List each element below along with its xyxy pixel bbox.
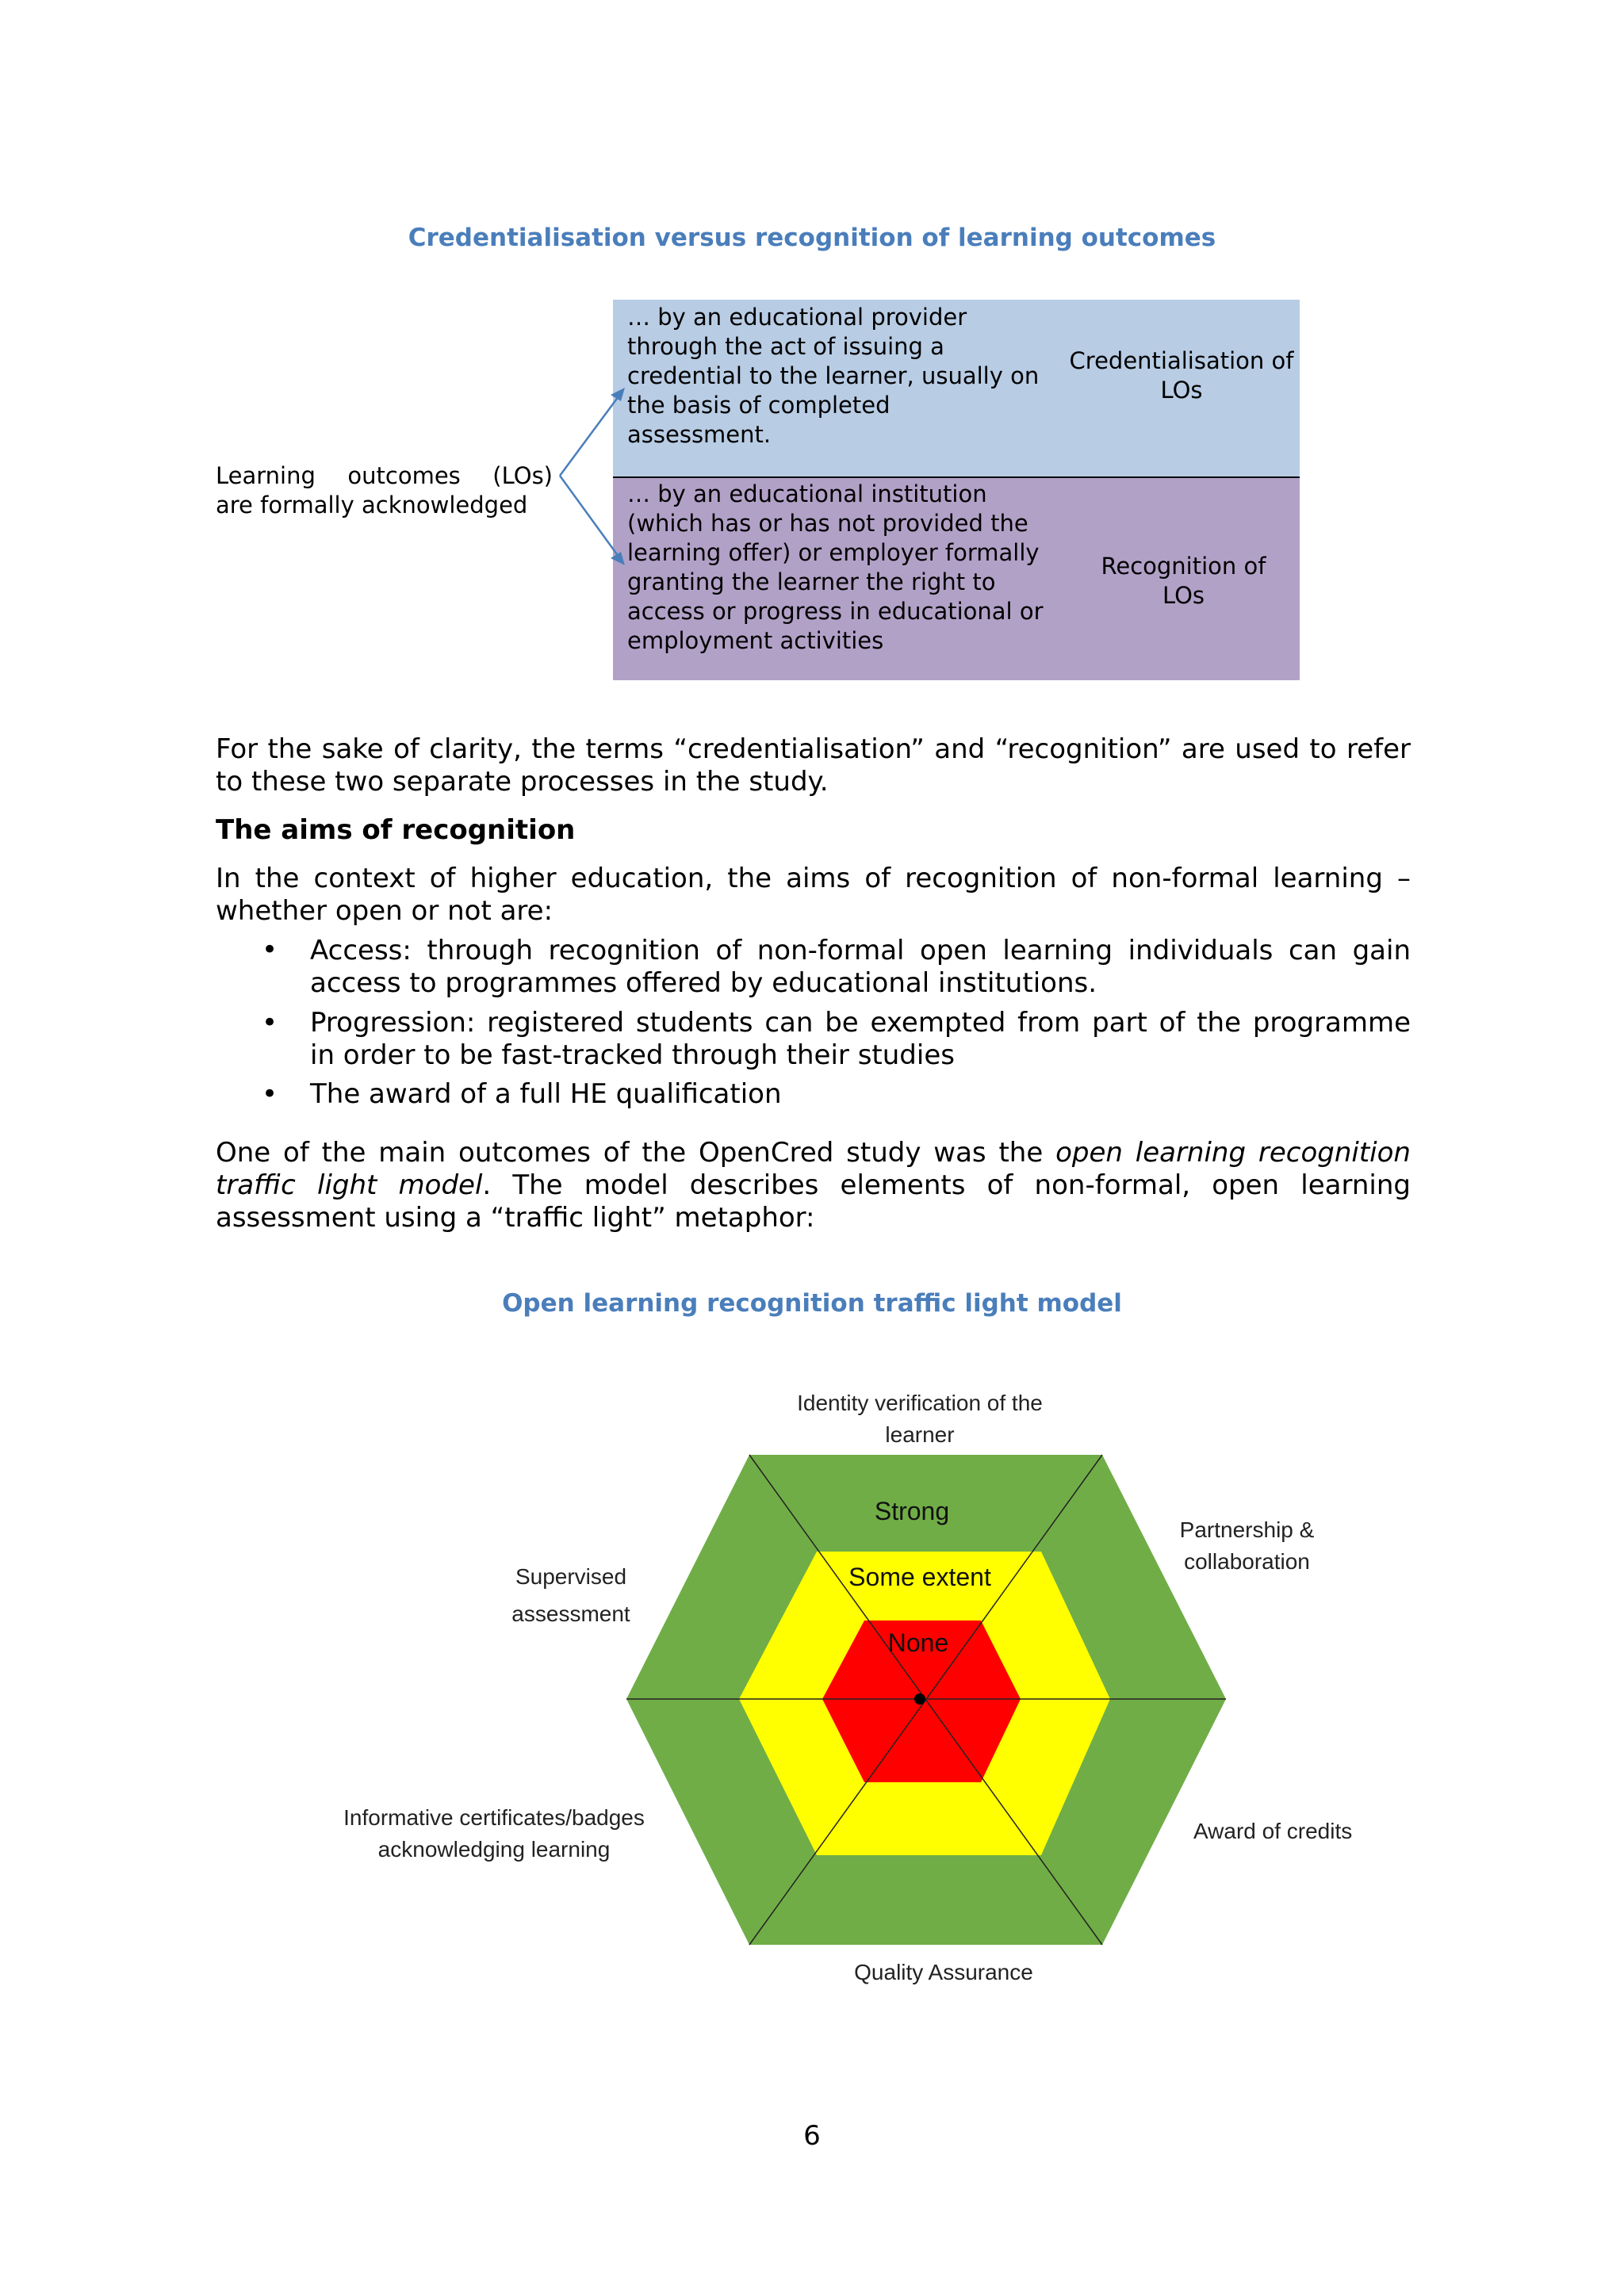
axis-label-identity-verification: Identity verification of the learner — [797, 1391, 1043, 1447]
bullet-progression: Progression: registered students can be exempted from part of the programme in order to be fast-tracked through their studies — [310, 1007, 1411, 1071]
bullet-award: The award of a full HE qualification — [310, 1078, 782, 1110]
paragraph-clarity: For the sake of clarity, the terms “credentialisation” and “recognition” are used to refer to these two separate processes in the study. — [216, 733, 1411, 798]
zone-label-some-extent: Some extent — [848, 1563, 991, 1591]
bullet-access: Access: through recognition of non-formal open learning individuals can gain access to programmes offered by educational institutions. — [310, 935, 1411, 999]
bullet-marker: • — [262, 1007, 278, 1039]
model-intro-text-a: One of the main outcomes of the OpenCred study was the — [216, 1137, 1056, 1169]
recognition-description: … by an educational institution (which has or has not provided the learning offer) or employer formally granting the learner the right to access or progress in educational or employment activities — [627, 480, 1044, 654]
lo-label-line1: Learning outcomes (LOs) — [216, 462, 553, 489]
figure1-title: Credentialisation versus recognition of learning outcomes — [408, 224, 1216, 252]
axis-label-partnership: Partnership & collaboration — [1179, 1517, 1315, 1574]
recognition-label: Recognition of LOs — [1101, 553, 1266, 609]
bullet-marker: • — [262, 1078, 278, 1110]
center-dot — [914, 1693, 925, 1705]
model-name-emphasis: open learning recognition traffic light model — [216, 1137, 1411, 1201]
axis-label-quality-assurance: Quality Assurance — [854, 1960, 1033, 1984]
zone-label-strong: Strong — [874, 1497, 950, 1525]
axis-label-certificates-badges: Informative certificates/badges acknowledging learning — [343, 1805, 645, 1862]
paragraph-aims-intro: In the context of higher education, the aims of recognition of non-formal learning – whether open or not are: — [216, 863, 1411, 927]
figure2-title: Open learning recognition traffic light model — [502, 1289, 1122, 1318]
bullet-marker: • — [262, 934, 278, 966]
page-number: 6 — [803, 2120, 821, 2152]
axis-label-award-of-credits: Award of credits — [1193, 1819, 1353, 1843]
credentialisation-description: … by an educational provider through the act of issuing a credential to the learner, usually on the basis of completed assessment. — [627, 304, 1040, 448]
section-heading-aims: The aims of recognition — [216, 814, 576, 846]
axis-label-supervised-assessment: Supervised assessment — [511, 1564, 630, 1626]
lo-label-line2: are formally acknowledged — [216, 492, 528, 519]
zone-label-none: None — [887, 1628, 949, 1657]
model-intro-text-b: . The model describes elements of non-formal, open learning assessment using a “traffic light” metaphor: — [216, 1169, 1411, 1234]
credentialisation-label: Credentialisation of LOs — [1069, 347, 1294, 404]
